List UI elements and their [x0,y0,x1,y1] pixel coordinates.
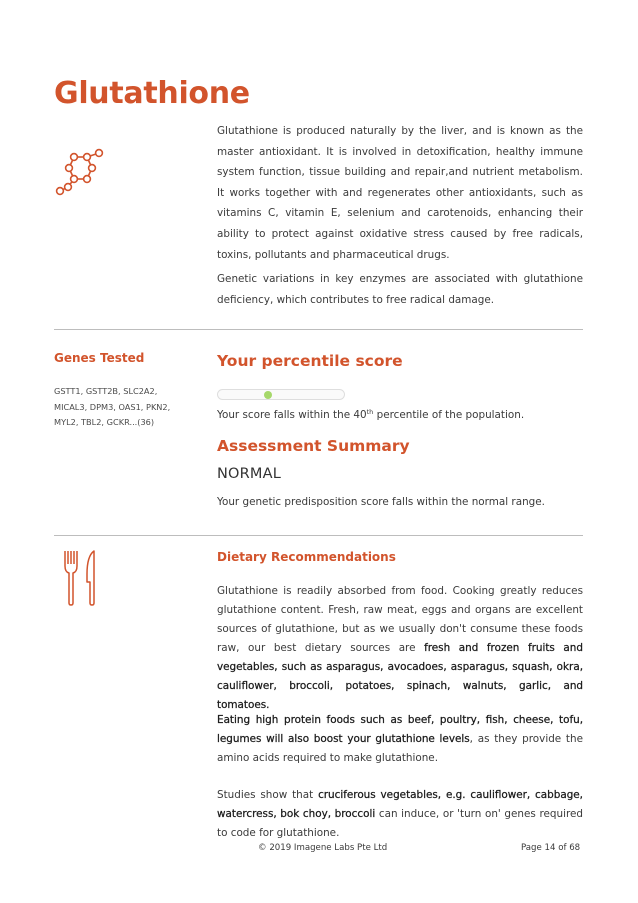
percentile-suffix: th [366,408,374,416]
assessment-value: NORMAL [217,466,282,482]
percentile-text-end: percentile of the population. [373,409,525,421]
dietary-recommendations-heading: Dietary Recommendations [217,550,396,564]
percentile-text [217,404,524,423]
percentile-score-marker [264,391,272,399]
genes-tested-label: Genes Tested [54,351,145,365]
assessment-heading: Assessment Summary [217,437,410,455]
intro-paragraph-1: Glutathione is produced naturally by the liver, and is known as the master antioxidant. It is involved in detoxification, healthy immune system function, tissue building and repair,and nutrient metabolism. It works together with and regenerates other antioxidants, such as vitamins C, vitamin E, selenium and carotenoids, enhancing their ability to protect against oxidative stress caused by free radicals, toxins, pollutants and pharmaceutical drugs. [217,125,583,261]
genes-tested-list: GSTT1, GSTT2B, SLC2A2, MICAL3, DPM3, OAS1, PKN2, MYL2, TBL2, GCKR...(36) [54,386,171,427]
diet-paragraph-2-highlight: Eating high protein foods such as beef, poultry, fish, cheese, tofu, legumes will also boost your glutathione levels [217,714,583,745]
diet-paragraph-1-text: Glutathione is readily absorbed from food. Cooking greatly reduces glutathione content. Fresh, raw meat, eggs and organs are excellent sources of glutathione, but as we usually don't consume these foods raw, our best dietary sources are [217,585,583,654]
diet-paragraph-3 [217,786,583,843]
section-divider [54,329,583,330]
percentile-heading: Your percentile score [217,352,403,370]
diet-paragraph-3-text-end: can induce, or 'turn on' genes required to code for glutathione. [217,808,583,839]
intro-paragraph-2: Genetic variations in key enzymes are associated with glutathione deficiency, which contributes to free radical damage. [217,273,583,306]
section-divider [54,535,583,536]
diet-paragraph-2 [217,711,583,768]
diet-paragraph-1-highlight: fresh and frozen fruits and vegetables, such as asparagus, avocadoes, asparagus, squash, okra, cauliflower, broccoli, potatoes, spinach, walnuts, garlic, and tomatoes. [217,642,583,711]
footer-copyright: © 2019 Imagene Labs Pte Ltd [258,843,388,853]
assessment-text: Your genetic predisposition score falls within the normal range. [217,496,545,508]
diet-paragraph-3-text-start: Studies show that [217,789,319,801]
diet-paragraph-3-highlight: cruciferous vegetables, e.g. cauliflower, cabbage, watercress, bok choy, broccoli [217,789,583,820]
percentile-score-bar [217,389,345,400]
fork-knife-icon [63,550,99,606]
footer-page-number: Page 14 of 68 [521,843,581,853]
page-title: Glutathione [54,76,250,111]
percentile-text-start: Your score falls within the 40 [217,409,367,421]
diet-paragraph-1 [217,582,583,715]
diet-paragraph-2-text: , as they provide the amino acids required to make glutathione. [217,733,583,764]
molecule-icon [54,146,110,198]
